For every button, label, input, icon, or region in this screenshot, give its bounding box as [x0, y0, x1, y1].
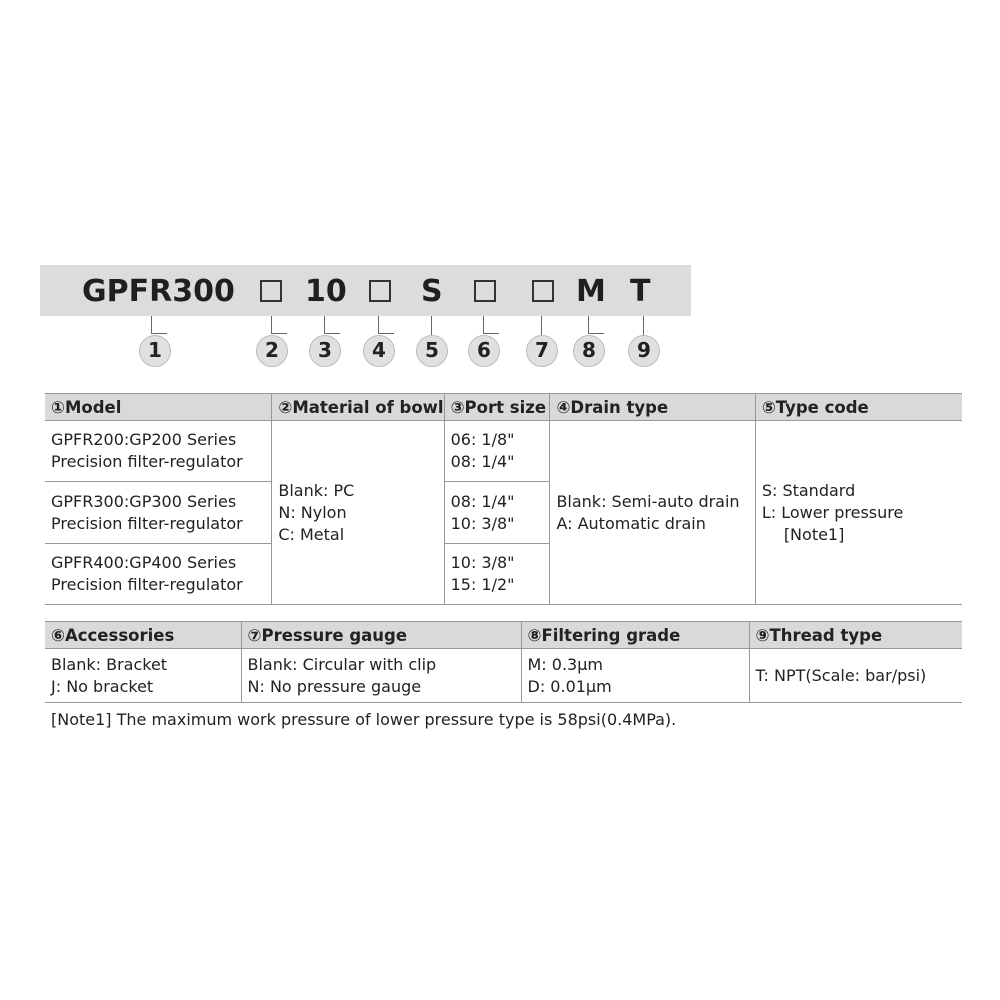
marker-circle-4: 4	[363, 335, 395, 367]
marker-circle-5: 5	[416, 335, 448, 367]
drain-cell	[550, 421, 755, 605]
table-header-row	[45, 622, 962, 649]
leader-line-5	[431, 316, 432, 336]
code-box-bowl	[260, 280, 282, 302]
leader-line-2	[271, 316, 287, 334]
port-option: 10: 3/8"	[450, 513, 515, 533]
typecode-option: L: Lower pressure	[761, 502, 904, 522]
spec-table-2	[45, 621, 962, 703]
port-cell	[444, 544, 550, 605]
bowl-option: C: Metal	[278, 524, 345, 544]
header-model: ①Model	[45, 394, 272, 421]
leader-line-6	[483, 316, 499, 334]
model-cell	[45, 544, 272, 605]
marker-circle-8: 8	[573, 335, 605, 367]
accessories-cell	[45, 649, 241, 703]
filtering-option: D: 0.01μm	[527, 676, 612, 696]
spec-table-1	[45, 393, 962, 605]
bowl-option: Blank: PC	[278, 480, 355, 500]
model-desc: Precision filter-regulator	[51, 513, 243, 533]
header-filtering-grade: ⑧Filtering grade	[521, 622, 749, 649]
model-name: GPFR400:GP400 Series	[51, 553, 237, 572]
header-thread-type: ⑨Thread type	[749, 622, 962, 649]
leader-line-4	[378, 316, 394, 334]
gauge-option: N: No pressure gauge	[247, 676, 422, 696]
header-drain-type: ④Drain type	[550, 394, 755, 421]
drain-option: Blank: Semi-auto drain	[556, 491, 740, 511]
header-bowl: ②Material of bowl	[272, 394, 444, 421]
code-box-accessories	[474, 280, 496, 302]
model-desc: Precision filter-regulator	[51, 452, 243, 471]
bowl-option: N: Nylon	[278, 502, 347, 522]
model-name: GPFR300:GP300 Series	[51, 491, 237, 511]
table-row	[45, 421, 962, 482]
port-cell	[444, 482, 550, 544]
header-accessories: ⑥Accessories	[45, 622, 241, 649]
drain-option: A: Automatic drain	[556, 513, 706, 533]
port-option: 06: 1/8"	[450, 430, 515, 449]
header-port-size: ③Port size	[444, 394, 550, 421]
header-type-code: ⑤Type code	[755, 394, 962, 421]
bowl-cell	[272, 421, 444, 605]
port-option: 08: 1/4"	[450, 452, 515, 471]
accessories-option: Blank: Bracket	[51, 654, 168, 674]
model-desc: Precision filter-regulator	[51, 575, 243, 594]
gauge-cell	[241, 649, 521, 703]
typecode-note-ref: [Note1]	[783, 524, 845, 544]
marker-circle-2: 2	[256, 335, 288, 367]
gauge-option: Blank: Circular with clip	[247, 654, 437, 674]
leader-line-9	[643, 316, 644, 336]
marker-circle-3: 3	[309, 335, 341, 367]
table-header-row	[45, 394, 962, 421]
model-cell	[45, 482, 272, 544]
marker-circle-7: 7	[526, 335, 558, 367]
marker-circle-1: 1	[139, 335, 171, 367]
code-box-gauge	[532, 280, 554, 302]
accessories-option: J: No bracket	[51, 676, 154, 696]
code-thread: T	[630, 274, 651, 309]
leader-line-7	[541, 316, 542, 336]
leader-line-1	[151, 316, 167, 334]
table-row	[45, 649, 962, 703]
typecode-option: S: Standard	[761, 480, 856, 500]
filtering-option: M: 0.3μm	[527, 654, 603, 674]
port-option: 10: 3/8"	[450, 553, 515, 572]
code-port: 10	[305, 274, 347, 309]
typecode-cell	[755, 421, 962, 605]
marker-circle-9: 9	[628, 335, 660, 367]
code-type: S	[421, 274, 443, 309]
port-cell	[444, 421, 550, 482]
model-cell	[45, 421, 272, 482]
header-pressure-gauge: ⑦Pressure gauge	[241, 622, 521, 649]
thread-option: T: NPT(Scale: bar/psi)	[755, 665, 927, 685]
thread-cell	[749, 649, 962, 703]
model-name: GPFR200:GP200 Series	[51, 430, 237, 449]
code-box-drain	[369, 280, 391, 302]
filtering-cell	[521, 649, 749, 703]
footnote: [Note1] The maximum work pressure of lower pressure type is 58psi(0.4MPa).	[51, 710, 677, 729]
code-prefix: GPFR300	[82, 274, 235, 309]
leader-line-8	[588, 316, 604, 334]
leader-line-3	[324, 316, 340, 334]
port-option: 15: 1/2"	[450, 575, 515, 594]
marker-circle-6: 6	[468, 335, 500, 367]
code-grade: M	[576, 274, 606, 309]
port-option: 08: 1/4"	[450, 491, 515, 511]
